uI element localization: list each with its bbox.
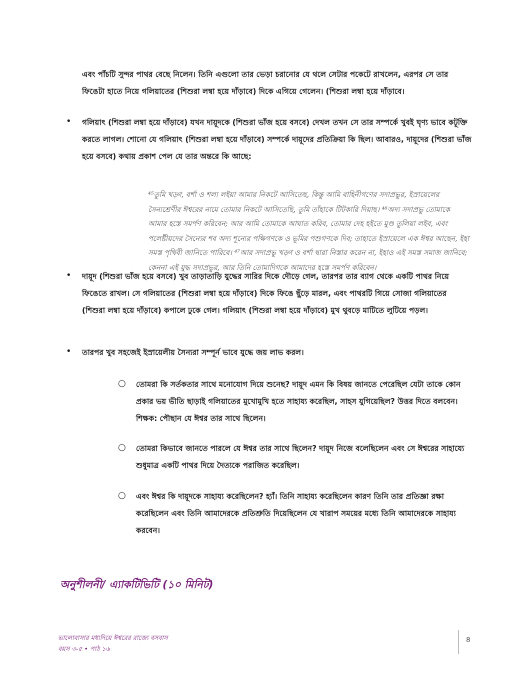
bullet-paragraph-1: গলিয়াৎ (শিশুরা লম্বা হয়ে দাঁড়াবে) যখন দায়ূদকে (শিশুরা ভাঁজ হয়ে বসবে) দেখল তখন সে তার সম্পর্কে খুবই ঘৃণ্য ভাবে কটূক্তি করতে লাগল। শোনো যে গলিয়াৎ (শিশুরা লম্বা হয়ে দাঁড়াবে) সম্পর্কে দায়ূদের প্রতিক্রিয়া কি ছিল। আবারও, দায়ূদের (শিশুরা ভাঁজ হয়ে বসবে) কথায় প্রকাশ পেল যে তার অন্তরে কি আছে:: [82, 118, 472, 161]
question-2: তোমরা কিভাবে জানতে পারলে যে ঈশ্বর তার সাথে ছিলেন? দায়ূদ নিজে বলেছিলেন এবং সে ঈশ্বরের সাহায্যে শুধুমাত্র একটি পাথর দিয়ে দৈত্যকে পরাজিত করেছিল।: [136, 444, 465, 470]
question-1: তোমরা কি সর্তকতার সাথে মনোযোগ দিয়ে শুনেছ? দায়ূদ এমন কি বিষয় জানতে পেরেছিল যেটা তাকে কোন প্রকার ভয় ভীতি ছাড়াই গলিয়াতের মুখোমুখি হতে সাহায্য করেছিল, সাহস যুগিয়েছিল? উত্তর দিতে বলবেন। শিক্ষক: পৌছান যে ঈশ্বর তার সাথে ছিলেন।: [136, 380, 461, 423]
footer-divider: [458, 630, 459, 654]
bullet-3: •: [66, 347, 72, 357]
activity-title: অনুশীলনী/ এ্যাকটিভিটি (১০ মিনিট): [60, 579, 214, 591]
page-number: 8: [466, 636, 471, 644]
question-marker-3: ○: [118, 491, 126, 501]
question-marker-2: ○: [118, 443, 126, 453]
bullet-2: •: [66, 271, 72, 281]
intro-paragraph: এবং পাঁচটি সুন্দর পাথর বেছে নিলেন। তিনি এগুলো তার ভেড়া চরানোর যে থলে সেটার পকেটে রাখলেন, এরপর সে তার ফিঙেটা হাতে নিয়ে গলিয়াতের (শিশুরা লম্বা হয়ে দাঁড়াবে) দিকে এগিয়ে গেলেন। (শিশুরা লম্বা হয়ে দাঁড়াবে।: [82, 70, 449, 96]
question-3: এবং ঈশ্বর কি দায়ূদকে সাহায্য করেছিলেন? হ্যাঁ। তিনি সাহায্য করেছিলেন কারণ তিনি তার প্রতিজ্ঞা রক্ষা করেছিলেন এবং তিনি আমাদেরকে প্রতিশ্রুতি দিয়েছিলেন যে খারাপ সময়ের মধ্যে তিনি আমাদেরকে সাহায্য করবেন।: [136, 492, 456, 535]
bullet-paragraph-2: দায়ূদ (শিশুরা ভাঁজ হয়ে বসবে) খুব তাড়াতাড়ি যুদ্ধের সারির দিকে দৌড়ে গেল, তারপর তার ব্যাগ থেকে একটি পাথর নিয়ে ফিঙেতে রাখল। সে গলিয়াতের (শিশুরা লম্বা হয়ে দাঁড়াবে) দিকে ফিঙে ছুঁড়ে মারল, এবং পাথরটি গিয়ে সোজা গলিয়াতের (শিশুরা লম্বা হয়ে দাঁড়াবে) কপালে ঢুকে গেল। গলিয়াৎ (শিশুরা লম্বা হয়ে দাঁড়াবে) মুখ থুবড়ে মাটিতে লুটিয়ে পড়ল।: [82, 272, 449, 315]
footer-subtitle: বয়স ৩-৫ • পাঠ ১৬: [58, 645, 110, 653]
bullet-1: •: [66, 117, 72, 127]
bullet-paragraph-3: তারপর খুব সহজেই ইস্রায়েলীয় সৈন্যরা সম্পূর্ন ভাবে যুদ্ধে জয় লাভ করল।: [82, 348, 304, 357]
scripture-quote: ⁴⁵তুমি খড়্গ, বর্শা ও শল্য লইয়া আমার নিকটে আসিতেছ, কিন্তু আমি বাহিনীগণের সদাপ্রভুর, ইস্রায়েলের সৈন্যশ্রেণীর ঈশ্বরের নামে তোমার নিকটে আসিতেছি, তুমি তাঁহাকে টিটকারি দিয়াছ। ⁴⁶অদ্য সদাপ্রভু তোমাকে আমার হস্তে সমর্পণ করিবেন; আর আমি তোমাকে আঘাত করিব, তোমার দেহ হইতে মুণ্ড তুলিয়া লইব, এবং পলেষ্টীয়দের সৈন্যের শব অদ্য শূন্যের পক্ষিগণকে ও ভূমির পশুগণকে দিব; তাহাতে ইস্রায়েলে এক ঈশ্বর আছেন, ইহা সমস্ত পৃথিবী জানিতে পারিবে। ⁴⁷আর সদাপ্রভু খড়্গ ও বর্শা দ্বারা নিস্তার করেন না, ইহাও এই সমস্ত সমাজ জানিবে; কেননা এই যুদ্ধ সদাপ্রভুর, আর তিনি তোমাদিগকে আমাদের হস্তে সমর্পণ করিবেন।: [148, 190, 470, 272]
question-marker-1: ○: [118, 379, 126, 389]
footer-title: ভালোবাসার মধ্যদিয়ে ঈশ্বরের রাজ্যে বসবাস: [58, 634, 168, 642]
footer: [58, 633, 168, 655]
